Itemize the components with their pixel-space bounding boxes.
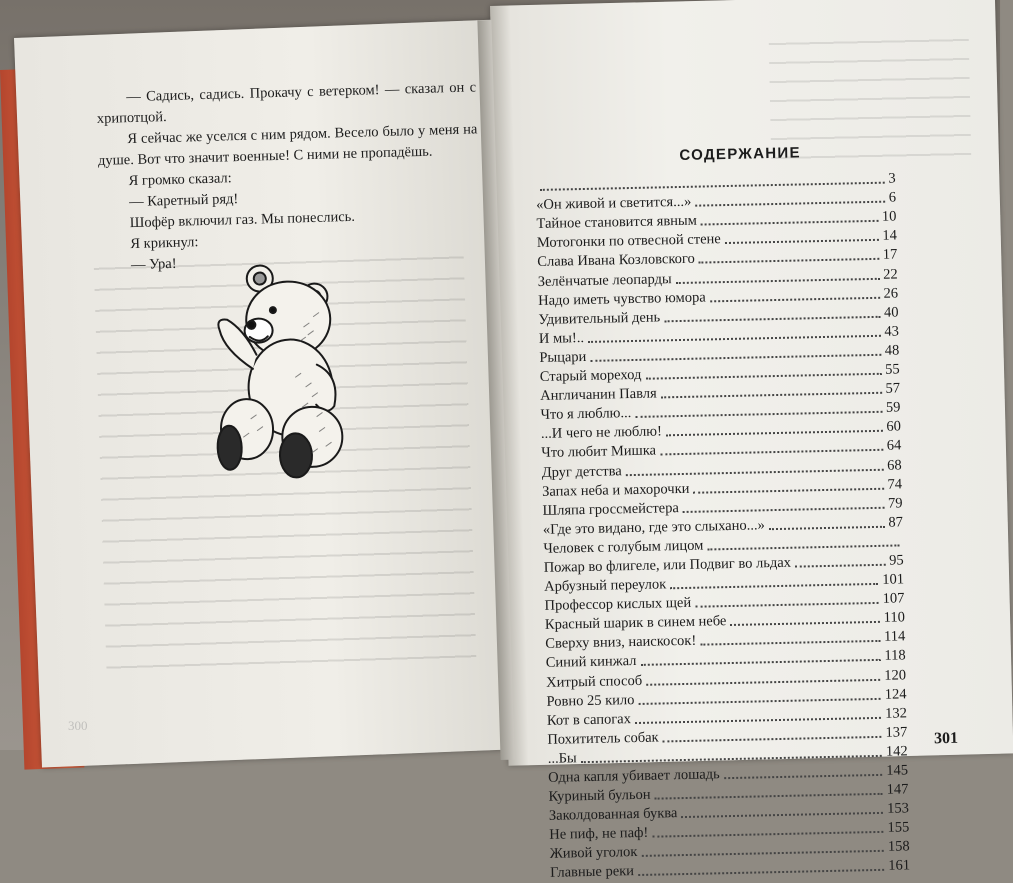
toc-entry-title: Пожар во флигеле, или Подвиг во льдах — [543, 554, 792, 576]
toc-entry-title: Арбузный переулок — [543, 576, 667, 595]
toc-entry-page: 79 — [887, 495, 903, 512]
toc-entry-title: Слава Ивана Козловского — [537, 251, 695, 271]
toc-entry-page: 43 — [884, 323, 900, 340]
toc-title: СОДЕРЖАНИЕ — [679, 144, 802, 164]
toc-entry-title: Рыцари — [539, 348, 587, 366]
toc-entry-page: 10 — [881, 208, 897, 226]
toc-entry-page: 14 — [882, 227, 898, 245]
toc-entry-title: И мы!.. — [538, 329, 585, 347]
toc-entry-page: 101 — [882, 571, 905, 588]
toc-entry-title: Друг детства — [541, 462, 622, 481]
toc-leader-dots — [695, 201, 885, 207]
toc-leader-dots — [635, 411, 882, 418]
toc-entry-title: Мотогонки по отвесной стене — [536, 231, 721, 252]
toc-entry-title: «Он живой и светится...» — [535, 193, 692, 214]
toc-leader-dots — [670, 583, 878, 589]
table-of-contents — [535, 142, 910, 883]
toc-entry-title: Запах неба и махорочки — [541, 480, 690, 500]
toc-leader-dots — [693, 487, 883, 493]
toc-entry-title: Куриный бульон — [548, 786, 651, 805]
toc-entry-title: Старый мореход — [539, 366, 642, 385]
toc-entry-title: Тайное становится явным — [536, 212, 698, 233]
toc-entry-page: 48 — [884, 342, 900, 359]
toc-entry-title: Сверху вниз, наискосок! — [545, 633, 697, 653]
toc-leader-dots — [641, 659, 881, 666]
toc-entry-page: 95 — [889, 552, 904, 569]
toc-entry-title: Англичанин Павля — [539, 385, 657, 405]
toc-leader-dots — [635, 717, 881, 724]
toc-entry-title: Человек с голубым лицом — [543, 537, 704, 557]
toc-leader-dots — [661, 392, 882, 399]
paragraph: Я громко сказал: — [128, 170, 232, 190]
toc-entry-title: ...И чего не люблю! — [540, 423, 663, 443]
toc-entry-page: 137 — [885, 724, 908, 741]
toc-entry-page: 120 — [884, 666, 907, 684]
toc-entry-page: 107 — [882, 590, 905, 607]
toc-entry-title: Заколдованная буква — [548, 805, 678, 825]
toc-leader-dots — [666, 430, 883, 437]
toc-entry-page: 87 — [888, 514, 904, 531]
teddy-bear-illustration — [201, 256, 354, 486]
toc-entry-title: Синий кинжал — [545, 653, 637, 672]
toc-entry-page: 55 — [885, 361, 900, 378]
toc-entry-title: ...Бы — [547, 750, 577, 767]
toc-entry-title: Шляпа гроссмейстера — [542, 499, 680, 519]
toc-entry-page: 59 — [885, 399, 901, 416]
toc-entry-title: Удивительный день — [538, 309, 661, 328]
toc-list — [536, 169, 911, 883]
toc-entry-page: 6 — [888, 189, 897, 206]
toc-leader-dots — [646, 678, 880, 685]
toc-entry-title: Кот в сапогах — [546, 710, 632, 729]
story-text — [96, 77, 481, 277]
toc-leader-dots — [676, 277, 880, 283]
toc-leader-dots — [700, 640, 880, 646]
toc-leader-dots — [663, 736, 882, 743]
paragraph: Я крикнул: — [130, 234, 199, 253]
toc-leader-dots — [701, 220, 878, 226]
paragraph: Я сейчас же уселся с ним рядом. Весело было у меня на душе. Вот что значит военные! С ними не пропадёшь. — [97, 121, 478, 169]
paragraph: — Садись, садись. Прокачу с ветерком! — сказал он с хрипотцой. — [96, 79, 477, 127]
toc-entry-title: Похититель собак — [547, 729, 659, 748]
toc-entry-title: Профессор кислых щей — [544, 594, 692, 615]
toc-leader-dots — [683, 506, 884, 512]
toc-entry-page: 74 — [887, 475, 903, 493]
paragraph: — Каретный ряд! — [128, 191, 239, 211]
paragraph: Шофёр включил газ. Мы понеслись. — [129, 208, 356, 232]
toc-leader-dots — [707, 544, 899, 550]
toc-leader-dots — [641, 850, 884, 857]
toc-entry-title: Ровно 25 кило — [546, 691, 635, 710]
toc-leader-dots — [645, 373, 881, 380]
toc-leader-dots — [638, 869, 884, 876]
toc-entry-page: 22 — [883, 265, 898, 283]
toc-leader-dots — [638, 698, 880, 705]
toc-entry-page: 118 — [884, 647, 906, 665]
toc-entry-page: 26 — [883, 285, 899, 302]
toc-leader-dots — [725, 239, 879, 244]
toc-entry-page: 64 — [886, 437, 902, 455]
toc-entry-page: 40 — [883, 304, 899, 321]
toc-entry-title: Что любит Мишка — [541, 442, 657, 462]
toc-entry-title: Что я люблю... — [540, 405, 632, 424]
toc-entry-page: 155 — [887, 819, 910, 837]
toc-entry-page: 3 — [888, 170, 896, 187]
toc-leader-dots — [710, 296, 880, 302]
toc-leader-dots — [652, 831, 883, 838]
toc-entry-title: Красный шарик в синем небе — [544, 613, 727, 634]
toc-entry-page: 153 — [886, 800, 910, 817]
toc-leader-dots — [695, 602, 879, 608]
page-number: 301 — [933, 729, 959, 748]
toc-entry-title: «Где это видано, где это слыхано...» — [542, 517, 765, 538]
toc-leader-dots — [724, 774, 883, 779]
toc-entry-page: 114 — [883, 628, 906, 646]
toc-entry-title: Хитрый способ — [545, 672, 643, 691]
toc-entry-page: 68 — [887, 456, 902, 474]
toc-leader-dots — [730, 621, 879, 626]
toc-entry-page: 57 — [885, 380, 901, 397]
toc-leader-dots — [590, 354, 880, 362]
toc-entry-title: Надо иметь чувство юмора — [537, 289, 706, 309]
toc-entry-title: Главные реки — [549, 863, 635, 882]
toc-entry-page: 145 — [886, 762, 909, 779]
toc-entry-page: 17 — [882, 246, 898, 264]
toc-entry-title: Одна капля убивает лошадь — [547, 766, 720, 786]
toc-entry-page: 158 — [887, 838, 910, 856]
toc-entry-page: 142 — [885, 743, 908, 760]
toc-leader-dots — [681, 812, 883, 818]
toc-entry-page: 147 — [886, 781, 909, 798]
toc-leader-dots — [769, 526, 885, 530]
toc-entry-page: 124 — [884, 685, 907, 703]
toc-leader-dots — [588, 335, 880, 343]
toc-leader-dots — [655, 793, 883, 800]
toc-entry-page: 60 — [886, 418, 902, 436]
paragraph: — Ура! — [130, 255, 177, 274]
toc-entry-page: 132 — [884, 705, 908, 722]
toc-entry-title: Зелёнчатые леопарды — [537, 270, 672, 290]
toc-entry-title: Не пиф, не паф! — [549, 825, 649, 844]
toc-entry-page: 161 — [888, 857, 911, 875]
toc-entry-page: 110 — [883, 609, 906, 627]
toc-entry-title: Живой уголок — [549, 844, 638, 863]
toc-leader-dots — [664, 316, 880, 323]
left-page-number-bleed: 300 — [68, 718, 88, 733]
toc-leader-dots — [660, 449, 883, 456]
toc-leader-dots — [699, 258, 879, 264]
toc-leader-dots — [795, 564, 885, 568]
toc-leader-dots — [626, 468, 884, 475]
